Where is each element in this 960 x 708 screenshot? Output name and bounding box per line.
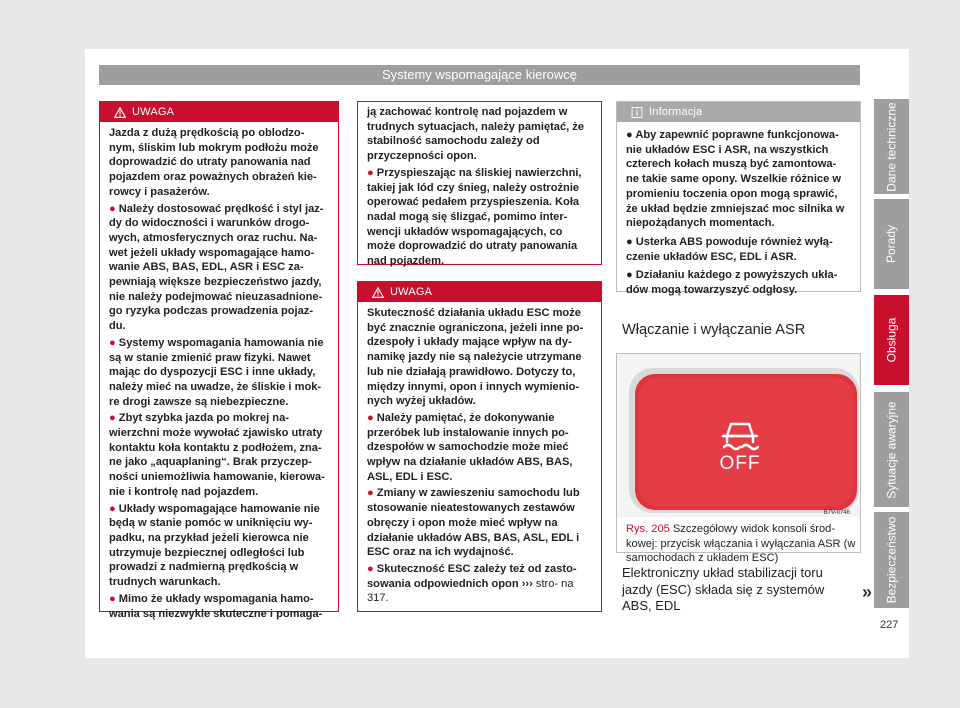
page-header: Systemy wspomagające kierowcę: [99, 65, 860, 85]
warning-intro: Jazda z dużą prędkością po oblodzo- nym, śliskim lub mokrym podłożu może doprowadzić do utraty panowania nad pojazdem oraz poważnych obrażeń kie- rowcy i pasażerów.: [109, 127, 319, 198]
section-title: Włączanie i wyłączanie ASR: [622, 322, 806, 338]
info-bullet: ● Usterka ABS powoduje również wyłą- czenie układów ESC, EDL i ASR.: [626, 235, 833, 263]
warning-bullet: ● Mimo że układy wspomagania hamo- wania są niezwykle skuteczne i pomaga-: [109, 592, 323, 620]
page-ref-link[interactable]: stro- na 317.: [367, 577, 574, 605]
figure-caption-text: Szczegółowy widok konsoli środ- kowej: przycisk włączania i wyłączania ASR (w samochodach z układem ESC): [626, 523, 856, 565]
warning-bullet: ● Zmiany w zawieszeniu samochodu lub stosowanie nieatestowanych zestawów obręczy i opon może mieć wpływ na działanie układów ABS, BAS, ASL, EDL i ESC oraz na ich wydajność.: [367, 487, 580, 559]
warning-header: [100, 102, 338, 122]
warning-bullet: ● Należy dostosować prędkość i styl jaz- dy do widoczności i warunków drogo- wych, atmosferycznych oraz ruchu. Na- wet jeżeli układy wspomagające hamo- wanie ABS, BAS, EDL, ASR i ESC za- pewniają większe bezpieczeństwo jazdy, nie należy podejmować nieuzasadnione- go ryzyka podczas prowadzenia pojaz- du.: [109, 202, 324, 333]
warning-box-1: [99, 101, 339, 620]
warning-continued-body: [358, 102, 601, 269]
warning-header: [358, 282, 601, 302]
page-ref-arrow: ›››: [521, 577, 533, 590]
info-icon: [631, 107, 643, 118]
warning-intro: Skuteczność działania układu ESC może być znacznie ograniczona, jeżeli inne po- dzespoły i układy mające wpływ na dy- namikę jazdy nie są należycie utrzymane lub nie działają prawidłowo. Dotyczy to, między innymi, opon i innych wymienio- nych wyżej układów.: [367, 307, 584, 408]
warning-bullet: ● Układy wspomagające hamowanie nie będą w stanie pomóc w uniknięciu wy- padku, na przykład jeżeli kierowca nie utrzymuje bezpiecznej odległości lub prowadzi z nadmierną prędkością w trudnych warunkach.: [109, 502, 320, 589]
warning-body: [358, 302, 601, 606]
body-text: Elektroniczny układ stabilizacji toru jazdy (ESC) składa się z systemów ABS, EDL: [622, 565, 825, 613]
figure-caption: [626, 522, 856, 566]
page-number: 227: [880, 619, 899, 631]
off-label: OFF: [719, 453, 761, 474]
warning-bullet: ● Zbyt szybka jazda po mokrej na- wierzchni może wywołać zjawisko utraty kontaktu koła kontaktu z podłożem, zna- ne jako „aquaplaning“. Brak przyczep- ności uniemożliwia hamowanie, kierowa- nie i kontrolę nad pojazdem.: [109, 412, 325, 498]
warning-bullet: ● Skuteczność ESC zależy też od zasto- sowania odpowiednich opon ››› stro- na 317.: [367, 562, 577, 605]
warning-bullet: ● Przyspieszając na śliskiej nawierzchni, takiej jak lód czy śnieg, należy ostrożnie operować pedałem przyspieszenia. Koła nadal mogą się ślizgać, pomimo inter- wencji układów wspomagających, co może doprowadzić do utraty panowania nad pojazdem.: [367, 166, 582, 268]
info-bullet: ● Aby zapewnić poprawne funkcjonowa- nie układów ESC i ASR, na wszystkich czterech kołach muszą być zamontowa- ne takie same opony. Wszelkie różnice w promieniu toczenia opon mogą sprawić, że układ będzie zmniejszać moc silnika w niepożądanych momentach.: [626, 129, 845, 230]
info-header: [617, 102, 860, 122]
tab-obsluga[interactable]: Obsługa: [874, 295, 909, 385]
figure-code: B7V-0746: [823, 510, 850, 516]
info-label: Informacja: [649, 106, 703, 118]
info-bullet: ● Działaniu każdego z powyższych ukła- dów mogą towarzyszyć odgłosy.: [626, 269, 838, 297]
warning-triangle-icon: [372, 287, 384, 298]
figure-image: [617, 354, 860, 517]
warning-bullet: ● Należy pamiętać, że dokonywanie przeróbek lub instalowanie innych po- dzespołów w samochodzie może mieć wpływ na działanie układów ABS, BAS, ASL, EDL i ESC.: [367, 411, 573, 483]
info-box: [616, 101, 861, 297]
tab-bezpieczenstwo[interactable]: Bezpieczeństwo: [874, 512, 909, 608]
warning-bullet: ● Systemy wspomagania hamowania nie są w stanie zmienić praw fizyki. Nawet mając do dyspozycji ESC i inne układy, należy mieć na uwadze, że śliskie i mok- re drogi zawsze są niebezpieczne.: [109, 336, 324, 408]
tab-sytuacje-awaryjne[interactable]: Sytuacje awaryjne: [874, 392, 909, 507]
info-body: [617, 122, 860, 298]
warning-body: [100, 122, 338, 621]
tab-porady[interactable]: Porady: [874, 199, 909, 289]
warning-label: UWAGA: [132, 106, 175, 118]
warning-box-1-continued: [357, 101, 602, 268]
warning-label: UWAGA: [390, 286, 433, 298]
asr-button-illustration: [617, 354, 860, 517]
figure-number: Rys. 205: [626, 523, 670, 535]
warning-continued-intro: ją zachować kontrolę nad pojazdem w trudnych sytuacjach, należy pamiętać, że stabilność samochodu zależy od przyczepności opon.: [367, 106, 585, 163]
tab-dane-techniczne[interactable]: Dane techniczne: [874, 99, 909, 194]
continue-arrow: »: [862, 582, 873, 602]
warning-triangle-icon: [114, 107, 126, 118]
warning-box-2: [357, 281, 602, 612]
